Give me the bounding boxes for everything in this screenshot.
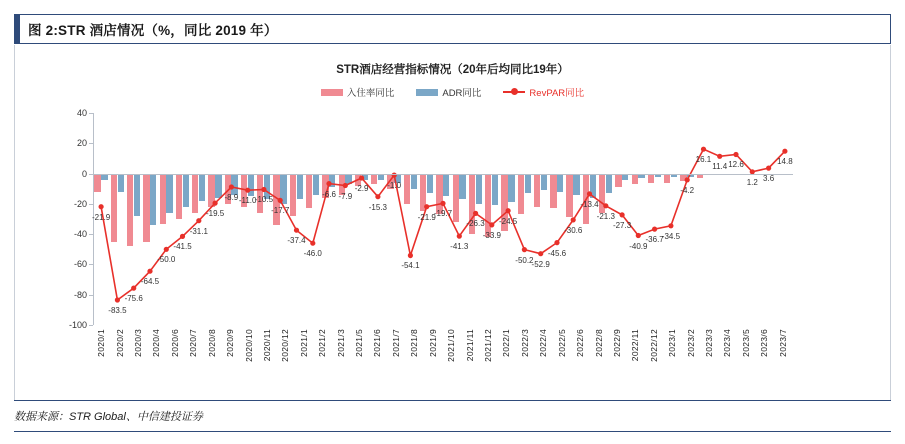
x-tick-label: 2020/2: [114, 329, 125, 357]
x-tick-label: 2022/5: [556, 329, 567, 357]
x-tick-label: 2020/3: [132, 329, 143, 357]
x-tick-label: 2021/5: [354, 329, 365, 357]
x-tick-label: 2023/7: [777, 329, 788, 357]
x-tick-label: 2023/1: [667, 329, 678, 357]
revpar-line-series: [93, 113, 793, 325]
data-label: -19.5: [205, 209, 225, 219]
y-tick-label: -100: [68, 320, 87, 330]
data-label: 1.2: [746, 177, 758, 187]
x-tick-label: 2023/4: [722, 329, 733, 357]
x-axis-labels: [93, 329, 793, 399]
x-tick-label: 2022/9: [611, 329, 622, 357]
x-tick-label: 2020/8: [206, 329, 217, 357]
data-label: -27.3: [612, 220, 632, 230]
x-tick-label: 2022/12: [648, 329, 659, 362]
data-label: 3.6: [763, 174, 775, 184]
figure-title-bar: [14, 14, 891, 44]
x-tick-label: 2021/12: [482, 329, 493, 362]
chart-title: STR酒店经营指标情况（20年后均同比19年）: [336, 64, 569, 76]
x-tick-label: 2021/8: [409, 329, 420, 357]
data-label: -40.9: [629, 241, 648, 251]
data-label: -17.7: [271, 206, 290, 216]
legend-item-occ: [321, 85, 395, 99]
legend-item-revpar: [503, 85, 584, 99]
data-label: -8.9: [224, 193, 239, 203]
x-tick-label: 2021/1: [298, 329, 309, 357]
legend-label-revpar: RevPAR同比: [529, 88, 585, 99]
source-note: [14, 400, 891, 432]
source-text: 数据来源：STR Global、中信建投证券: [14, 411, 203, 423]
data-label: -15.3: [368, 202, 387, 212]
data-label: -24.5: [498, 216, 518, 226]
x-tick-label: 2020/10: [243, 329, 254, 362]
data-label: -2.9: [354, 183, 369, 193]
legend-swatch-revpar: [503, 91, 525, 93]
x-tick-label: 2022/3: [519, 329, 530, 357]
chart-panel: [14, 45, 891, 400]
data-label: -21.9: [92, 212, 111, 222]
x-tick-label: 2023/6: [759, 329, 770, 357]
y-tick-label: 20: [76, 138, 87, 149]
x-tick-label: 2023/5: [740, 329, 751, 357]
page-title: 图 2:STR 酒店情况（%，同比 2019 年）: [28, 23, 278, 38]
data-label: -31.1: [189, 226, 208, 236]
data-label: -11.0: [238, 196, 257, 206]
x-tick-label: 2021/7: [390, 329, 401, 357]
x-tick-label: 2020/1: [96, 329, 107, 357]
y-tick-label: -40: [73, 229, 87, 240]
x-tick-label: 2023/2: [685, 329, 696, 357]
data-label: -41.5: [173, 242, 192, 252]
x-tick-label: 2020/12: [280, 329, 291, 362]
x-tick-label: 2021/2: [317, 329, 328, 357]
data-label: 16.1: [695, 155, 712, 165]
data-label: -13.4: [580, 199, 599, 209]
x-tick-label: 2023/3: [704, 329, 715, 357]
data-label: -26.3: [466, 219, 485, 229]
y-tick-label: -20: [73, 198, 87, 209]
plot-area: [68, 108, 793, 330]
data-label: -50.0: [157, 255, 176, 265]
x-tick-label: 2022/8: [593, 329, 604, 357]
zero-baseline: [93, 174, 793, 175]
x-tick-label: 2021/10: [446, 329, 457, 362]
data-label: -4.2: [680, 185, 695, 195]
data-label: -21.3: [596, 211, 615, 221]
y-tick-label: 40: [76, 108, 87, 118]
data-label: -50.2: [515, 255, 534, 265]
data-label: -37.4: [287, 236, 306, 246]
legend-swatch-occ: [321, 89, 343, 96]
data-label: -75.6: [124, 294, 143, 304]
data-label: -64.5: [140, 277, 160, 287]
data-label: 12.6: [728, 160, 744, 170]
data-label: -41.3: [450, 242, 469, 252]
y-tick-label: -60: [73, 259, 87, 270]
x-tick-label: 2020/6: [169, 329, 180, 357]
x-tick-label: 2020/4: [151, 329, 162, 357]
x-tick-label: 2022/4: [538, 329, 549, 357]
chart-legend: [15, 85, 890, 99]
data-label: 14.8: [777, 157, 793, 167]
data-label: -46.0: [303, 249, 322, 259]
x-tick-label: 2020/9: [225, 329, 236, 357]
data-label: -36.7: [645, 235, 664, 245]
data-label: -83.5: [108, 306, 127, 315]
y-tick-label: -80: [73, 289, 87, 300]
legend-label-adr: ADR同比: [442, 88, 482, 99]
data-label: -21.9: [417, 212, 436, 222]
x-tick-label: 2022/6: [575, 329, 586, 357]
x-tick-label: 2021/6: [372, 329, 383, 357]
x-tick-label: 2022/11: [630, 329, 641, 362]
data-label: -1.0: [387, 181, 402, 191]
x-tick-label: 2021/11: [464, 329, 475, 362]
data-label: -52.9: [531, 259, 550, 269]
data-label: -33.9: [482, 230, 501, 240]
y-tick-mark: [89, 325, 93, 326]
legend-swatch-adr: [416, 89, 438, 96]
y-tick-label: 0: [81, 168, 87, 179]
x-tick-label: 2022/1: [501, 329, 512, 357]
x-tick-label: 2020/11: [261, 329, 272, 362]
x-tick-label: 2021/3: [335, 329, 346, 357]
data-label: 11.4: [712, 162, 728, 172]
x-tick-label: 2021/9: [427, 329, 438, 357]
data-label: -6.6: [322, 189, 336, 199]
data-label: -54.1: [401, 261, 420, 271]
legend-item-adr: [416, 85, 481, 99]
data-label: -19.7: [433, 209, 453, 219]
x-tick-label: 2020/7: [188, 329, 199, 357]
data-label: -34.5: [661, 231, 681, 241]
data-label: -7.9: [338, 191, 353, 201]
data-label: -10.5: [254, 195, 274, 205]
data-label: -30.6: [564, 225, 583, 235]
legend-label-occ: 入住率同比: [346, 88, 395, 99]
data-label: -45.6: [547, 248, 567, 258]
